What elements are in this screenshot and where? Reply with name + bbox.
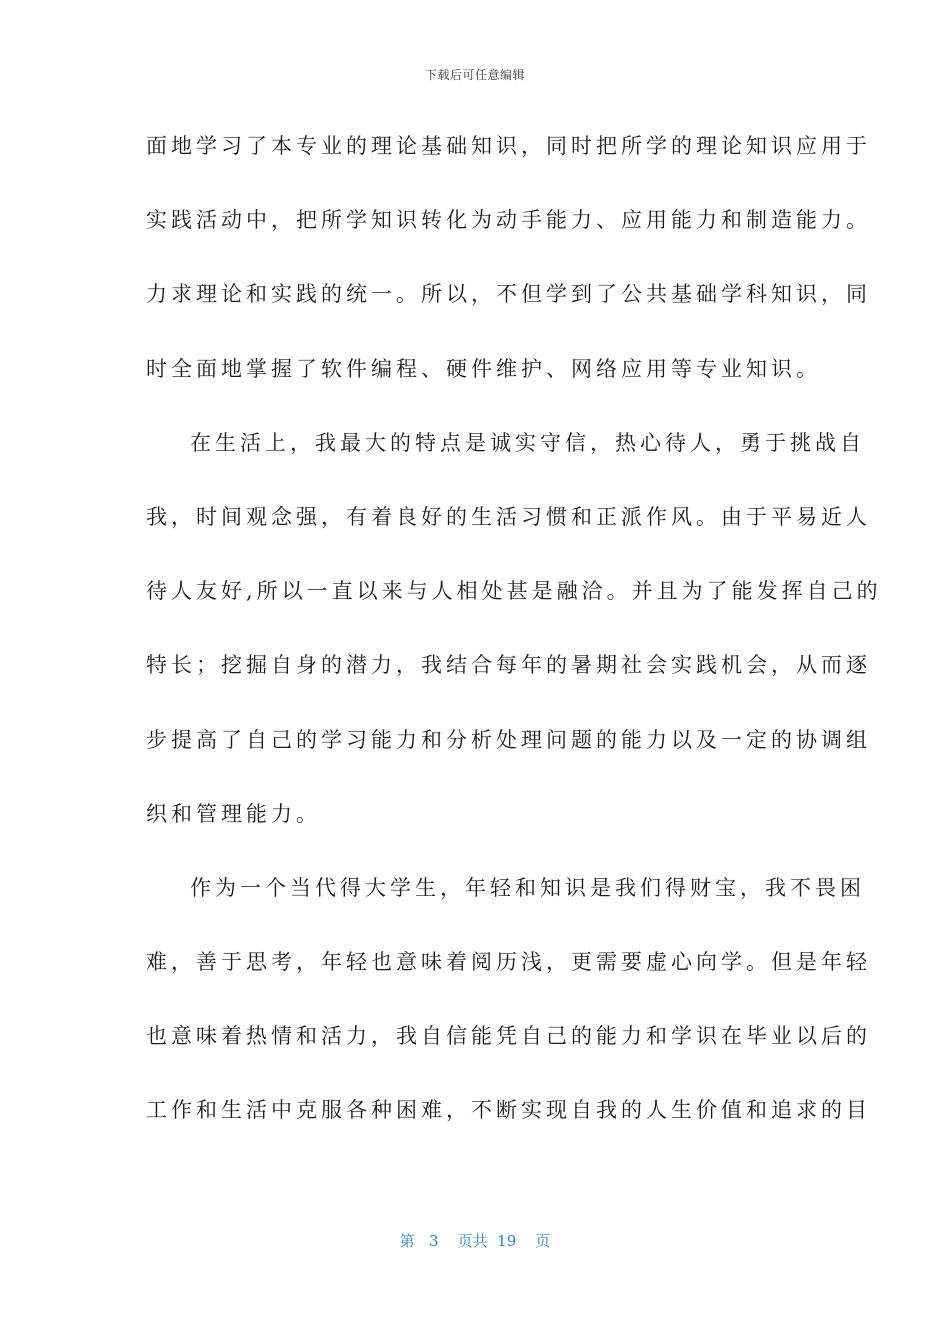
current-page-number: 3 [428, 1232, 439, 1250]
text-line: 面地学习了本专业的理论基础知识，同时把所学的理论知识应用于 [146, 134, 871, 158]
page-header-note: 下载后可任意编辑 [424, 68, 525, 82]
document-body [146, 124, 882, 1163]
footer-suffix: 页 [535, 1232, 551, 1250]
text-line: 特长；挖掘自身的潜力，我结合每年的暑期社会实践机会，从而逐 [146, 653, 871, 678]
text-line: 也意味着热情和活力，我自信能凭自己的能力和学识在毕业以后的 [146, 1024, 871, 1049]
total-pages-number: 19 [497, 1232, 517, 1250]
text-line: 织和管理能力。 [146, 801, 321, 826]
footer-middle: 页共 [457, 1232, 488, 1250]
text-line: 力求理论和实践的统一。所以，不但学到了公共基础学科知识，同 [146, 282, 871, 307]
text-line: 实践活动中，把所学知识转化为动手能力、应用能力和制造能力。 [146, 208, 871, 233]
text-line: 步提高了自己的学习能力和分析处理问题的能力以及一定的协调组 [146, 727, 871, 752]
paragraph-start-line: 作为一个当代得大学生，年轻和知识是我们得财宝，我不畏困 [190, 875, 865, 900]
page-number-footer [0, 1230, 950, 1251]
text-line: 工作和生活中克服各种困难，不断实现自我的人生价值和追求的目 [146, 1098, 871, 1123]
paragraph-start-line: 在生活上，我最大的特点是诚实守信，热心待人，勇于挑战自 [190, 430, 865, 455]
footer-prefix: 第 [399, 1232, 415, 1250]
text-line: 难，善于思考，年轻也意味着阅历浅，更需要虚心向学。但是年轻 [146, 950, 871, 975]
text-line: 我，时间观念强，有着良好的生活习惯和正派作风。由于平易近人 [146, 504, 871, 529]
text-line: 待人友好,所以一直以来与人相处甚是融洽。并且为了能发挥自己的 [146, 579, 882, 604]
text-line: 时全面地掌握了软件编程、硬件维护、网络应用等专业知识。 [146, 356, 821, 381]
